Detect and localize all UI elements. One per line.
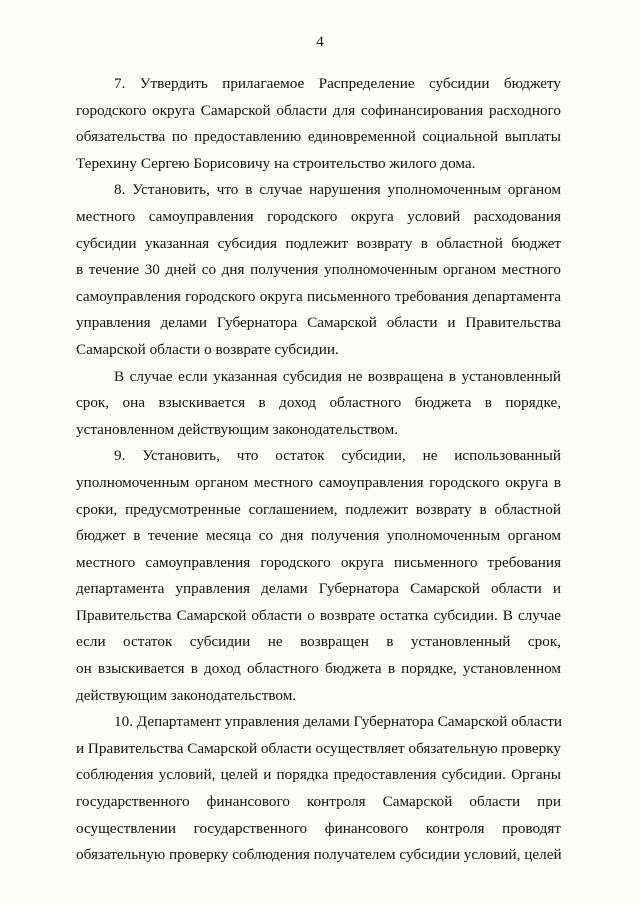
paragraph-line: государственного финансового контроля Самарской области при [76, 793, 561, 811]
document-body [76, 71, 561, 869]
paragraph-line: департамента управления делами Губернатора Самарской области и [76, 580, 561, 598]
paragraph-9 [76, 443, 561, 709]
paragraph-line: сроки, предусмотренные соглашением, подлежит возврату в областной [76, 500, 561, 518]
paragraph-line: и Правительства Самарской области осуществляет обязательную проверку [76, 739, 561, 757]
paragraph-line: соблюдения условий, целей и порядка предоставления субсидии. Органы [76, 766, 561, 784]
paragraph-line: самоуправления городского округа письменного требования департамента [76, 287, 561, 305]
paragraph-line: В случае если указанная субсидия не возвращена в установленный [114, 367, 561, 385]
paragraph-line: 8. Установить, что в случае нарушения уполномоченным органом [114, 181, 561, 199]
paragraph-8-refund [76, 364, 561, 444]
paragraph-7 [76, 71, 561, 177]
paragraph-line: срок, она взыскивается в доход областного бюджета в порядке, [76, 394, 561, 412]
paragraph-line: местного самоуправления городского округа условий расходования [76, 207, 561, 225]
paragraph-line: городского округа Самарской области для софинансирования расходного [76, 101, 561, 119]
paragraph-line: осуществлении государственного финансового контроля проводят [76, 819, 561, 837]
paragraph-line: 10. Департамент управления делами Губернатора Самарской области [114, 713, 562, 731]
paragraph-line: обязательную проверку соблюдения получателем субсидии условий, целей [76, 846, 562, 864]
paragraph-line: в течение 30 дней со дня получения уполномоченным органом местного [76, 261, 561, 279]
paragraph-line: действующим законодательством. [76, 686, 297, 704]
paragraph-line: субсидии указанная субсидия подлежит возврату в областной бюджет [76, 234, 561, 252]
paragraph-line: бюджет в течение месяца со дня получения уполномоченным органом [76, 527, 561, 545]
paragraph-line: установленном действующим законодательством. [76, 420, 399, 438]
paragraph-line: Правительства Самарской области о возврате остатка субсидии. В случае [76, 606, 561, 624]
paragraph-line: Терехину Сергею Борисовичу на строительство жилого дома. [76, 154, 476, 172]
paragraph-line: местного самоуправления городского округа письменного требования [76, 553, 561, 571]
paragraph-line: если остаток субсидии не возвращен в установленный срок, [76, 633, 561, 651]
paragraph-line: 9. Установить, что остаток субсидии, не использованный [114, 447, 561, 465]
page-number: 4 [316, 34, 324, 50]
paragraph-line: Самарской области о возврате субсидии. [76, 340, 339, 358]
paragraph-line: 7. Утвердить прилагаемое Распределение субсидии бюджету [114, 75, 561, 92]
paragraph-line: уполномоченным органом местного самоуправления городского округа в [76, 473, 561, 491]
paragraph-line: обязательства по предоставлению единовременной социальной выплаты [76, 128, 561, 146]
paragraph-8 [76, 177, 561, 363]
paragraph-line: он взыскивается в доход областного бюджета в порядке, установленном [76, 660, 561, 678]
paragraph-10 [76, 709, 561, 869]
paragraph-line: управления делами Губернатора Самарской области и Правительства [76, 314, 561, 332]
